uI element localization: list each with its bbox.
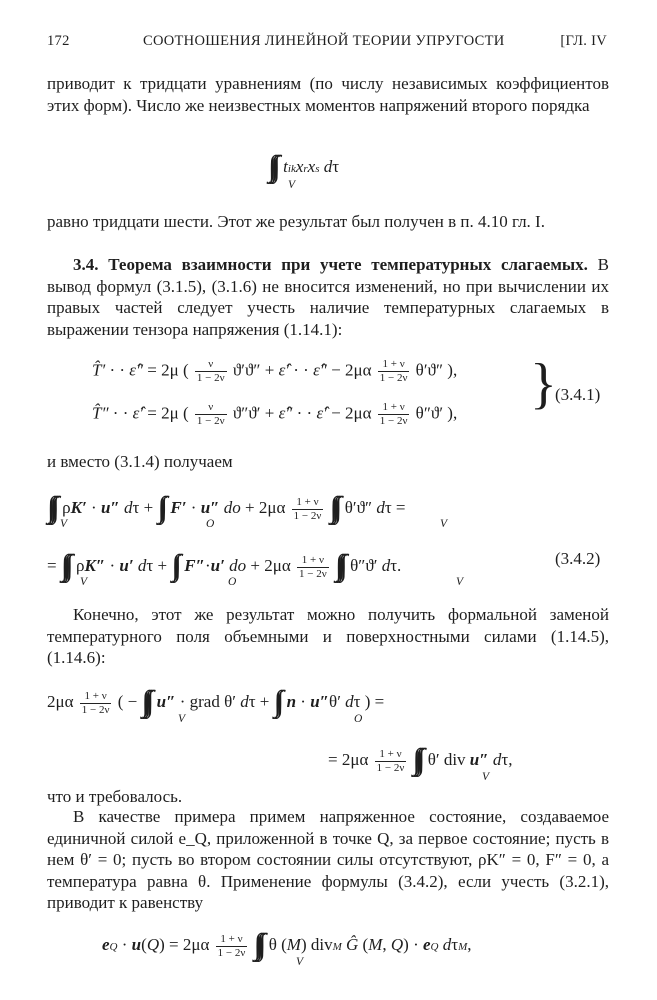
page-number: 172 (47, 33, 70, 49)
integral-domain-label: V (288, 179, 296, 191)
paragraph-1: приводит к тридцати уравнениям (по числу независимых коэффициентов этих форм). Число же неизвестных моментов напряжений второго порядка (47, 74, 609, 115)
domain-o-3: O (354, 713, 363, 725)
equation-number-3-4-1: (3.4.1) (555, 385, 601, 404)
domain-v-3: V (80, 576, 88, 588)
domain-v-2: V (440, 518, 448, 530)
equation-number-3-4-2: (3.4.2) (555, 549, 601, 568)
equation-3-4-2-b: = ∫∫∫ ρK″ · u′ dτ + ∫∫ F″·u′ do + 2μα $\frac{1 + \nu}{1 - 2\nu}$ ∫∫∫ θ″ϑ′ dτ. (47, 549, 402, 582)
chapter-label: [ГЛ. IV (560, 33, 607, 49)
domain-v-4: V (456, 576, 464, 588)
equation-check-a: 2μα $\frac{1 + \nu}{1 - 2\nu}$ ( − ∫∫∫ u″ · grad θ′ dτ + ∫∫ n · u″θ′ dτ ) = (47, 685, 385, 718)
running-title: СООТНОШЕНИЯ ЛИНЕЙНОЙ ТЕОРИИ УПРУГОСТИ (143, 33, 505, 49)
equation-moments: ∫∫∫ tikxrxs dτ (268, 150, 340, 183)
equation-final: eQ · u(Q) = 2μα $\frac{1 + \nu}{1 - 2\nu}$ ∫∫∫ θ (M) divM Ĝ (M, Q) · eQ dτM, (102, 928, 472, 961)
equation-3-4-2-a: ∫∫∫ ρK′ · u″ dτ + ∫∫ F′ · u″ do + 2μα $\frac{1 + \nu}{1 - 2\nu}$ ∫∫∫ θ′ϑ″ dτ = (47, 491, 406, 524)
equation-3-4-1-b: T̂″ · · ε̂′ = 2μ ( $\frac{\nu}{1 - 2\nu}$ ϑ″ϑ′ + ε̂″ · · ε̂′ − 2μα $\frac{1 + \nu}{1 - 2\nu}$ θ″ϑ′ ), (92, 401, 458, 427)
section-3-4 (47, 254, 609, 340)
paragraph-2: равно тридцати шести. Этот же результат был получен в п. 4.10 гл. I. (47, 212, 545, 231)
paragraph-3: В вывод формул (3.1.5), (3.1.6) не вносится изменений, но при вычислении их правых частей следует учесть наличие температурных слагаемых в выражении тензора напряжения (1.14.1): (47, 255, 610, 339)
domain-o-1: O (206, 518, 215, 530)
paragraph-7: В качестве примера примем напряженное состояние, создаваемое единичной силой e_Q, приложенной в точке Q, за первое состояние; пусть в нем θ′ = 0; пусть во втором состоянии силы отсутствуют, ρK″ = 0, F″ = 0, а температура равна θ. Применение формулы (3.4.2), если учесть (3.2.1), приводит к равенству (47, 807, 609, 912)
paragraph-6: что и требовалось. (47, 787, 183, 806)
domain-v-1: V (60, 518, 68, 530)
domain-o-2: O (228, 576, 237, 588)
domain-v-6: V (482, 771, 490, 783)
right-brace: } (530, 353, 557, 415)
paragraph-4: и вместо (3.1.4) получаем (47, 452, 233, 471)
domain-v-7: V (296, 956, 304, 968)
domain-v-5: V (178, 713, 186, 725)
section-title: 3.4. Теорема взаимности при учете температурных слагаемых. (73, 255, 588, 274)
equation-3-4-1-a: T̂′ · · ε̂″ = 2μ ( $\frac{\nu}{1 - 2\nu}$ ϑ′ϑ″ + ε̂′ · · ε̂″ − 2μα $\frac{1 + \nu}{1 - 2\nu}$ θ′ϑ″ ), (92, 358, 458, 384)
equation-check-b: = 2μα $\frac{1 + \nu}{1 - 2\nu}$ ∫∫∫ θ′ div u″ dτ, (328, 743, 513, 776)
paragraph-5: Конечно, этот же результат можно получить формальной заменой температурного поля объемными и поверхностными силами (1.14.5), (1.14.6): (47, 605, 609, 667)
